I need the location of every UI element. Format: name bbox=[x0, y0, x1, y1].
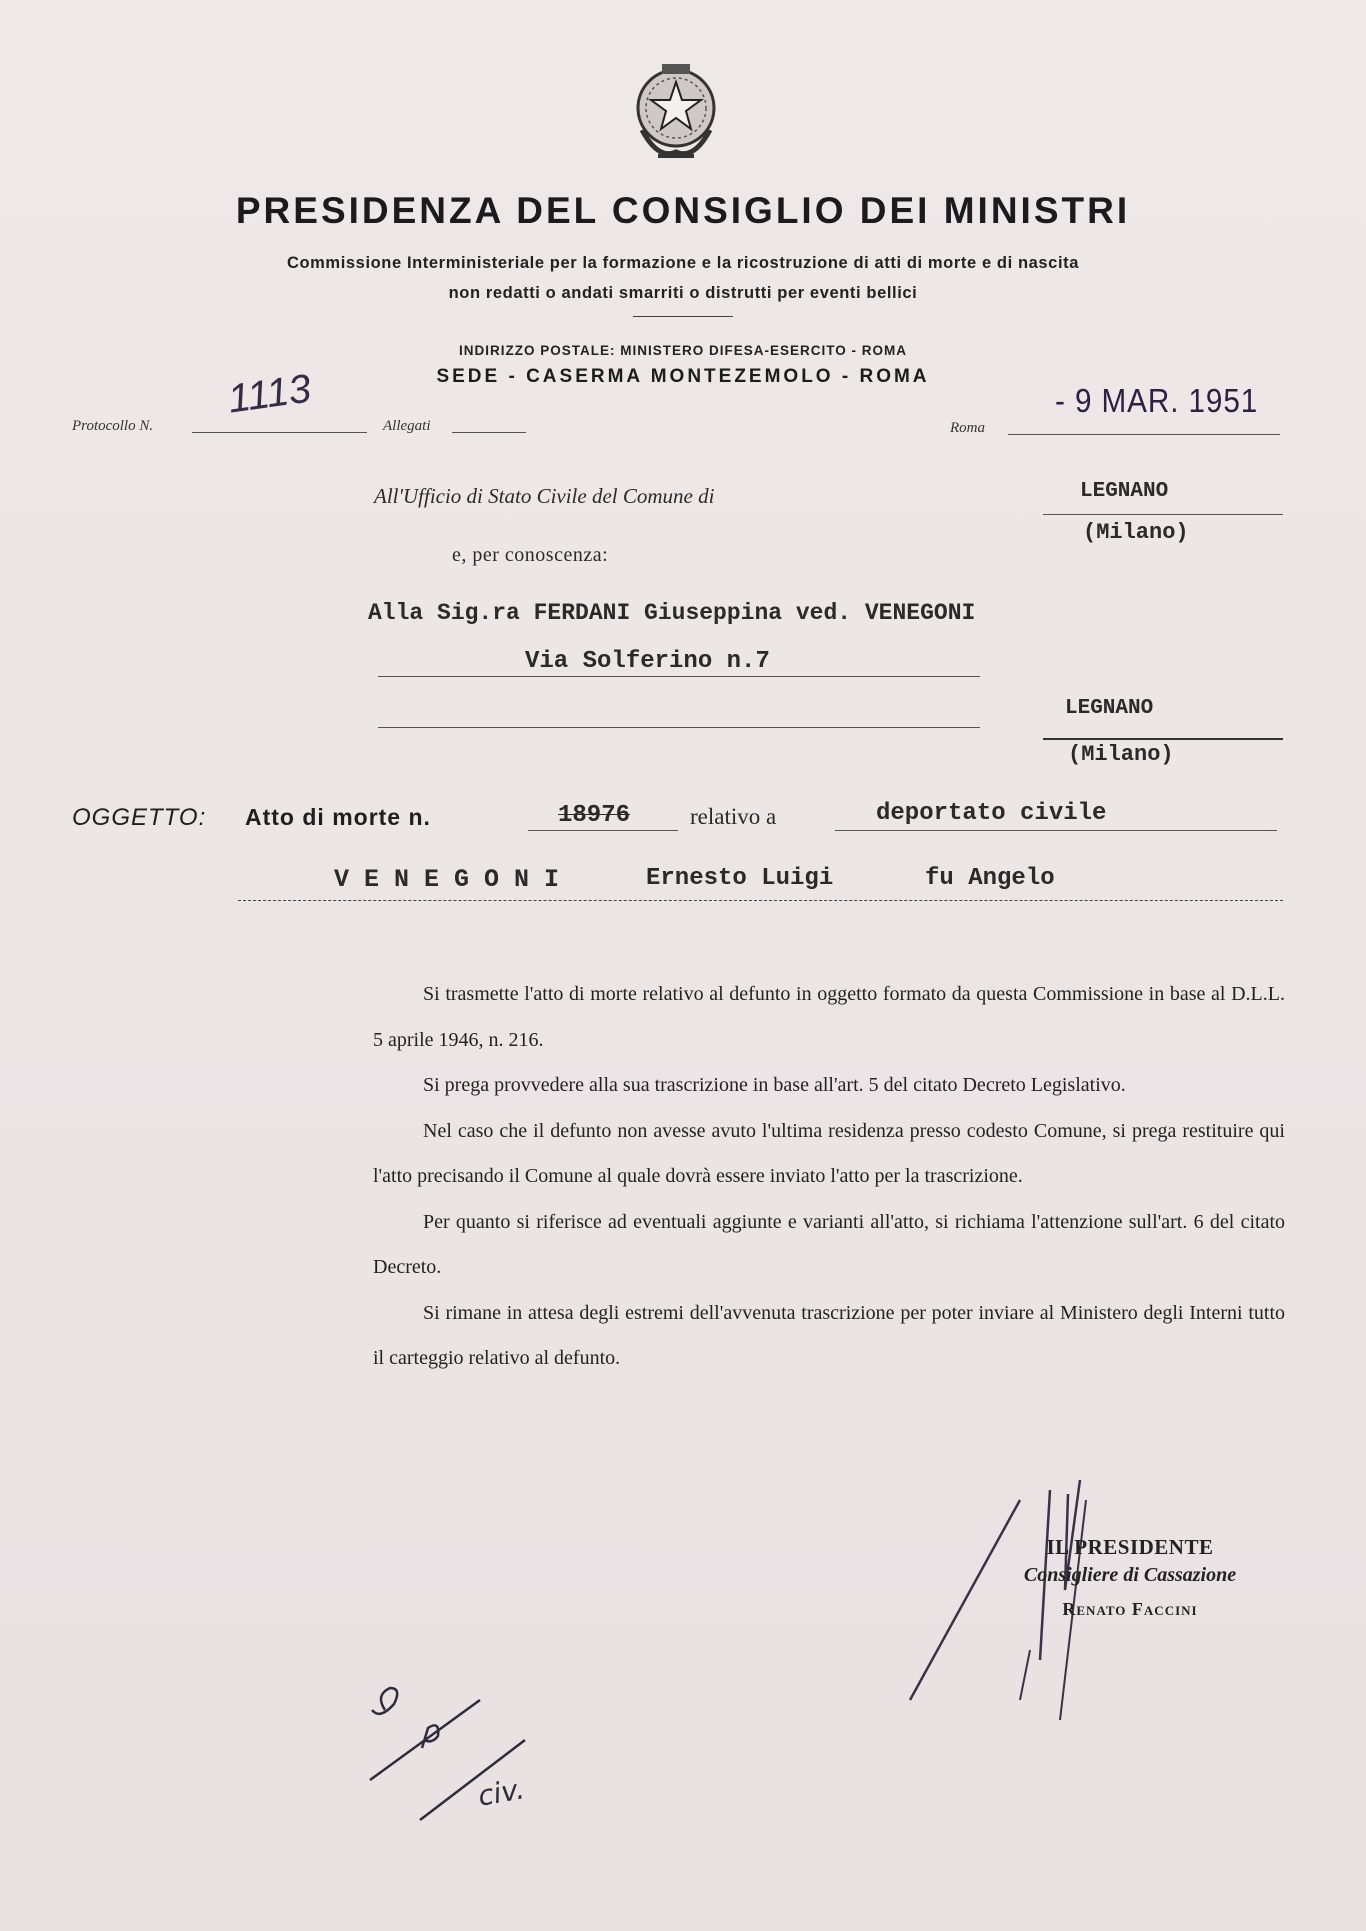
body-paragraph: Per quanto si riferisce ad eventuali aggiunte e varianti all'atto, si richiama l'attenzione sull'art. 6 del citato Decreto. bbox=[373, 1210, 1285, 1278]
office-label: All'Ufficio di Stato Civile del Comune di bbox=[374, 484, 715, 508]
per-conoscenza: e, per conoscenza: bbox=[452, 544, 609, 566]
signatory-name: Renato Faccini bbox=[1062, 1599, 1198, 1619]
street-address: Via Solferino n.7 bbox=[525, 648, 770, 675]
street-line bbox=[378, 676, 980, 677]
signatory-title: Consigliere di Cassazione bbox=[1023, 1564, 1237, 1586]
deceased-status: deportato civile bbox=[876, 800, 1107, 827]
sede-address: SEDE - CASERMA MONTEZEMOLO - ROMA bbox=[436, 366, 930, 387]
letterhead-subtitle bbox=[150, 248, 1216, 308]
deceased-names: Ernesto Luigi bbox=[646, 865, 834, 892]
person-province: (Milano) bbox=[1068, 742, 1174, 767]
header-separator bbox=[633, 316, 733, 317]
oggetto-label: OGGETTO: bbox=[72, 804, 207, 831]
date-stamp: - 9 MAR. 1951 bbox=[1055, 382, 1259, 419]
date-line bbox=[1008, 434, 1280, 435]
deceased-father: fu Angelo bbox=[925, 865, 1055, 892]
office-province: (Milano) bbox=[1083, 520, 1189, 545]
protocollo-handwritten: 1113 bbox=[225, 366, 314, 422]
body-paragraph: Si prega provvedere alla sua trascrizione in base all'art. 5 del citato Decreto Legislativo. bbox=[423, 1074, 1126, 1096]
body-paragraph: Si rimane in attesa degli estremi dell'avvenuta trascrizione per poter inviare al Ministero degli Interni tutto il carteggio relativo al defunto. bbox=[373, 1301, 1285, 1369]
signature-block bbox=[870, 1535, 1366, 1620]
relativo-label: relativo a bbox=[690, 804, 777, 829]
signatory-role: IL PRESIDENTE bbox=[1046, 1535, 1214, 1559]
letter-body bbox=[373, 972, 1285, 1382]
atto-number-line bbox=[528, 830, 678, 831]
subtitle-line-2: non redatti o andati smarriti o distrutti per eventi bellici bbox=[448, 284, 918, 302]
office-city: LEGNANO bbox=[1080, 480, 1169, 503]
subtitle-line-1: Commissione Interministeriale per la formazione e la ricostruzione di atti di morte e di nascita bbox=[286, 254, 1080, 272]
person-city-line bbox=[1043, 738, 1283, 740]
protocollo-label: Protocollo N. bbox=[72, 418, 154, 434]
allegati-label: Allegati bbox=[383, 418, 431, 434]
atto-label: Atto di morte n. bbox=[245, 804, 431, 830]
deceased-surname: V E N E G O N I bbox=[334, 865, 560, 894]
status-line bbox=[835, 830, 1277, 831]
protocollo-line bbox=[192, 432, 367, 433]
letterhead-title: PRESIDENZA DEL CONSIGLIO DEI MINISTRI bbox=[235, 190, 1131, 231]
atto-number: 18976 bbox=[558, 802, 631, 829]
person-line: Alla Sig.ra FERDANI Giuseppina ved. VENEGONI bbox=[368, 600, 976, 626]
deceased-line bbox=[238, 900, 1283, 901]
emblem-icon bbox=[628, 60, 724, 170]
handwritten-annotation bbox=[360, 1680, 580, 1840]
postal-address: INDIRIZZO POSTALE: MINISTERO DIFESA-ESERCITO - ROMA bbox=[458, 343, 907, 358]
body-paragraph: Nel caso che il defunto non avesse avuto l'ultima residenza presso codesto Comune, si prega restituire qui l'atto precisando il Comune al quale dovrà essere inviato l'atto per la trascrizione. bbox=[373, 1119, 1285, 1187]
person-city: LEGNANO bbox=[1065, 697, 1154, 720]
office-city-line bbox=[1043, 514, 1283, 515]
allegati-line bbox=[452, 432, 526, 433]
roma-label: Roma bbox=[950, 420, 985, 436]
body-paragraph: Si trasmette l'atto di morte relativo al defunto in oggetto formato da questa Commissione in base al D.L.L. 5 aprile 1946, n. 216. bbox=[373, 983, 1285, 1051]
handwritten-note: civ. bbox=[475, 1772, 527, 1813]
blank-line bbox=[378, 727, 980, 728]
